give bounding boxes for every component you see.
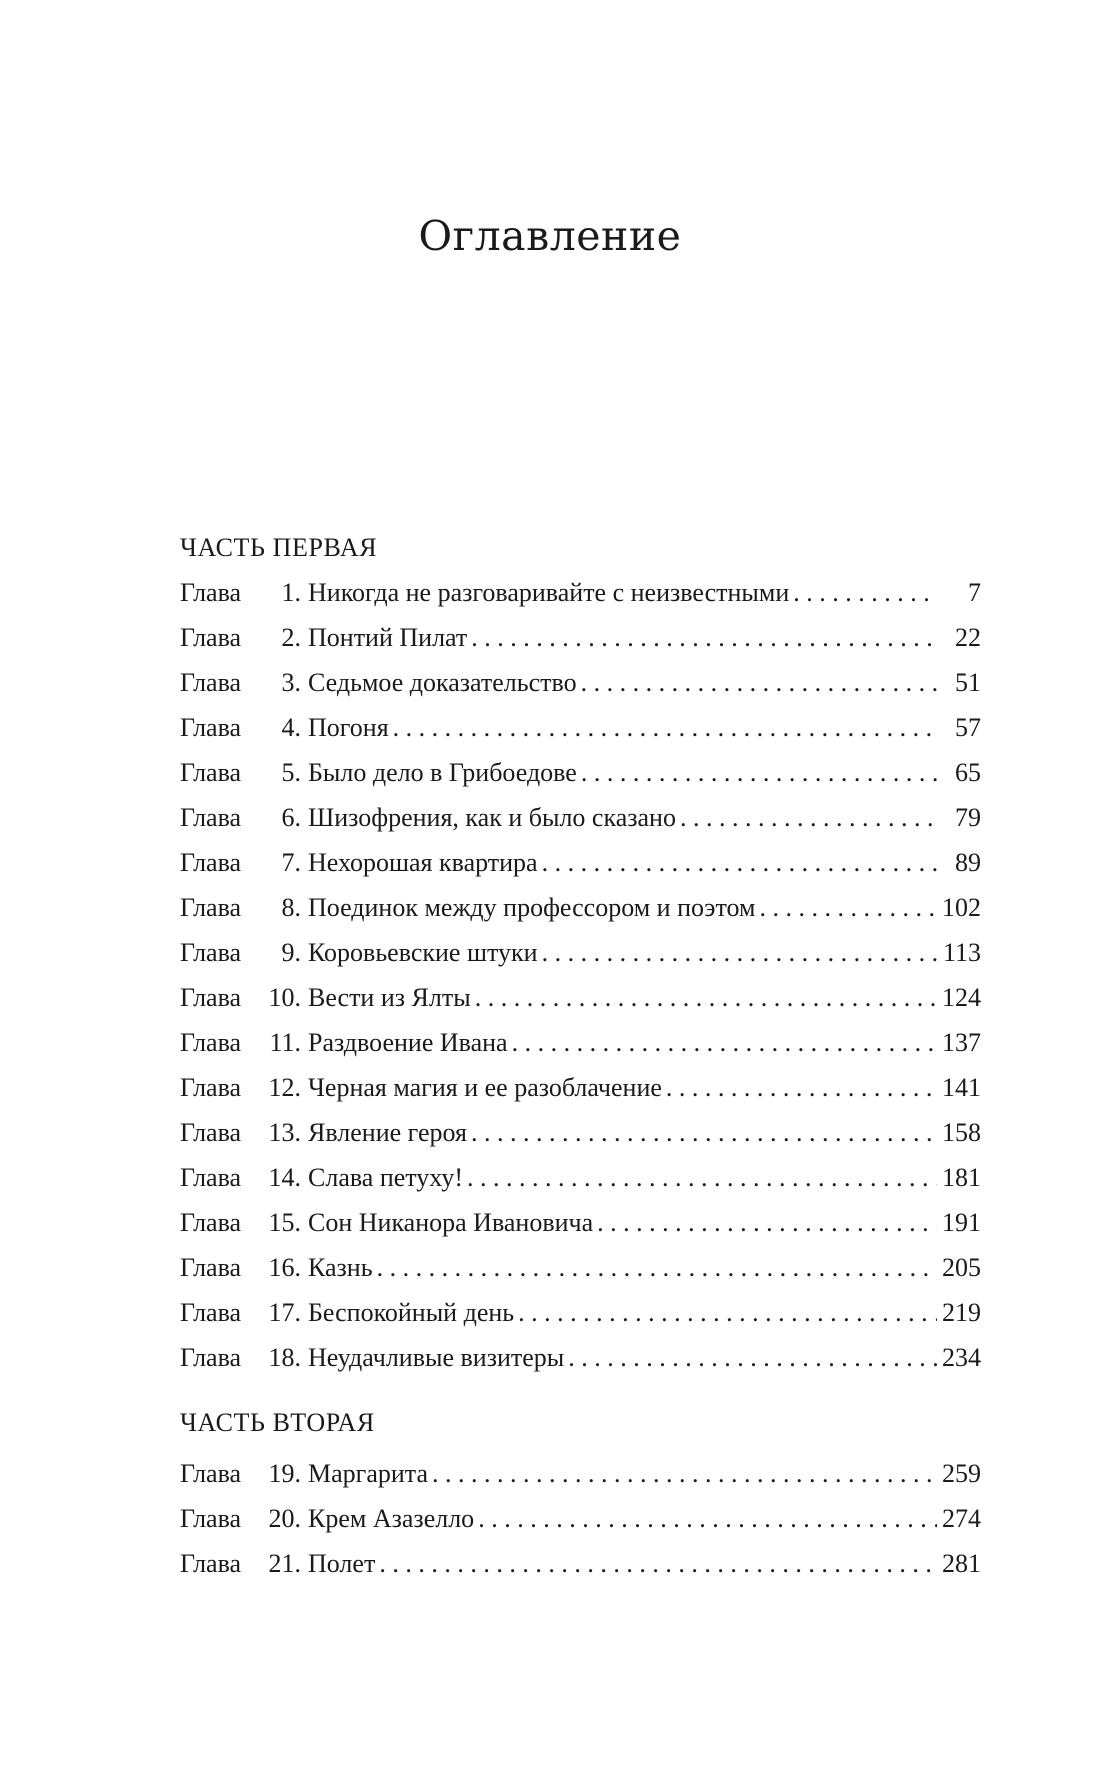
page-number: 57 [955, 713, 981, 742]
chapter-title: Вести из Ялты [308, 983, 471, 1012]
page-number: 79 [955, 803, 981, 832]
chapter-label: Глава [180, 713, 242, 742]
toc-entry[interactable] [180, 1155, 981, 1200]
page-number: 274 [942, 1504, 981, 1533]
dot-leader [542, 930, 937, 975]
toc-entry[interactable] [180, 1335, 981, 1380]
chapter-number: 10. [268, 983, 301, 1012]
chapter-list-part-two [180, 1451, 981, 1586]
chapter-number: 16. [268, 1253, 301, 1282]
chapter-title: Никогда не разговаривайте с неизвестными [308, 578, 790, 607]
chapter-title: Полет [308, 1549, 376, 1578]
toc-entry[interactable] [180, 615, 981, 660]
dot-leader [518, 1290, 937, 1335]
chapter-number: 4. [281, 713, 301, 742]
page-number: 7 [968, 578, 981, 607]
dot-leader [432, 1451, 937, 1496]
chapter-number: 13. [268, 1118, 301, 1147]
chapter-label: Глава [180, 1298, 242, 1327]
chapter-title: Раздвоение Ивана [308, 1028, 508, 1057]
chapter-number: 9. [281, 938, 301, 967]
chapter-number: 5. [281, 758, 301, 787]
chapter-number: 20. [268, 1504, 301, 1533]
chapter-label: Глава [180, 938, 242, 967]
page-number: 205 [942, 1253, 981, 1282]
toc-entry[interactable] [180, 1290, 981, 1335]
chapter-label: Глава [180, 1073, 242, 1102]
toc-entry[interactable] [180, 1200, 981, 1245]
chapter-title: Сон Никанора Ивановича [308, 1208, 594, 1237]
chapter-number: 6. [281, 803, 301, 832]
chapter-number: 18. [268, 1343, 301, 1372]
part-heading-first: ЧАСТЬ ПЕРВАЯ [180, 533, 378, 562]
dot-leader [475, 975, 937, 1020]
chapter-number: 21. [268, 1549, 301, 1578]
toc-entry[interactable] [180, 930, 981, 975]
chapter-title: Беспокойный день [308, 1298, 515, 1327]
chapter-title: Было дело в Грибоедове [308, 758, 577, 787]
page-number: 181 [942, 1163, 981, 1192]
chapter-title: Казнь [308, 1253, 373, 1282]
dot-leader [512, 1020, 937, 1065]
page-number: 141 [942, 1073, 981, 1102]
dot-leader [581, 660, 937, 705]
dot-leader [471, 615, 937, 660]
dot-leader [542, 840, 937, 885]
page-number: 158 [942, 1118, 981, 1147]
dot-leader [471, 1110, 937, 1155]
chapter-number: 15. [268, 1208, 301, 1237]
chapter-title: Понтий Пилат [308, 623, 468, 652]
toc-entry[interactable] [180, 750, 981, 795]
chapter-number: 11. [269, 1028, 301, 1057]
dot-leader [568, 1335, 937, 1380]
part-heading-second: ЧАСТЬ ВТОРАЯ [180, 1408, 375, 1437]
chapter-title: Слава петуху! [308, 1163, 463, 1192]
chapter-title: Крем Азазелло [308, 1504, 475, 1533]
chapter-number: 7. [281, 848, 301, 877]
toc-entry[interactable] [180, 660, 981, 705]
dot-leader [379, 1541, 937, 1586]
chapter-label: Глава [180, 1459, 242, 1488]
page-number: 65 [955, 758, 981, 787]
toc-entry[interactable] [180, 975, 981, 1020]
page-number: 113 [942, 938, 981, 967]
page-number: 124 [942, 983, 981, 1012]
page-number: 191 [942, 1208, 981, 1237]
chapter-title: Коровьевские штуки [308, 938, 538, 967]
page-number: 89 [955, 848, 981, 877]
chapter-number: 14. [268, 1163, 301, 1192]
dot-leader [377, 1245, 937, 1290]
chapter-number: 19. [268, 1459, 301, 1488]
chapter-label: Глава [180, 1028, 242, 1057]
page-number: 259 [942, 1459, 981, 1488]
chapter-label: Глава [180, 983, 242, 1012]
page-number: 102 [942, 893, 981, 922]
chapter-title: Маргарита [308, 1459, 428, 1488]
chapter-label: Глава [180, 758, 242, 787]
chapter-label: Глава [180, 668, 242, 697]
dot-leader [467, 1155, 937, 1200]
chapter-number: 1. [281, 578, 301, 607]
chapter-label: Глава [180, 623, 242, 652]
toc-entry[interactable] [180, 570, 981, 615]
page-number: 281 [942, 1549, 981, 1578]
page-title: Оглавление [418, 212, 682, 260]
dot-leader [759, 885, 937, 930]
chapter-label: Глава [180, 803, 242, 832]
toc-entry[interactable] [180, 1541, 981, 1586]
dot-leader [393, 705, 937, 750]
chapter-label: Глава [180, 1208, 242, 1237]
page-number: 137 [942, 1028, 981, 1057]
chapter-number: 8. [281, 893, 301, 922]
table-of-contents [180, 525, 981, 1586]
dot-leader [581, 750, 937, 795]
chapter-list-part-one [180, 570, 981, 1380]
toc-entry[interactable] [180, 840, 981, 885]
chapter-number: 17. [268, 1298, 301, 1327]
chapter-label: Глава [180, 1343, 242, 1372]
toc-entry[interactable] [180, 1451, 981, 1496]
page-number: 51 [955, 668, 981, 697]
chapter-label: Глава [180, 848, 242, 877]
chapter-number: 2. [281, 623, 301, 652]
dot-leader [666, 1065, 937, 1110]
chapter-number: 12. [268, 1073, 301, 1102]
chapter-label: Глава [180, 893, 242, 922]
chapter-title: Нехорошая квартира [308, 848, 538, 877]
dot-leader [793, 570, 937, 615]
page-number: 219 [942, 1298, 981, 1327]
chapter-label: Глава [180, 1118, 242, 1147]
chapter-title: Явление героя [308, 1118, 467, 1147]
toc-entry[interactable] [180, 1245, 981, 1290]
chapter-number: 3. [281, 668, 301, 697]
chapter-title: Седьмое доказательство [308, 668, 577, 697]
chapter-title: Неудачливые визитеры [308, 1343, 565, 1372]
toc-entry[interactable] [180, 1065, 981, 1110]
chapter-label: Глава [180, 578, 242, 607]
dot-leader [597, 1200, 937, 1245]
page-number: 234 [942, 1343, 981, 1372]
toc-entry[interactable] [180, 1496, 981, 1541]
chapter-label: Глава [180, 1549, 242, 1578]
toc-entry[interactable] [180, 1020, 981, 1065]
chapter-label: Глава [180, 1163, 242, 1192]
chapter-label: Глава [180, 1253, 242, 1282]
chapter-label: Глава [180, 1504, 242, 1533]
toc-entry[interactable] [180, 705, 981, 750]
chapter-title: Погоня [308, 713, 389, 742]
toc-entry[interactable] [180, 1110, 981, 1155]
page-number: 22 [955, 623, 981, 652]
chapter-title: Черная магия и ее разоблачение [308, 1073, 662, 1102]
chapter-title: Поединок между профессором и поэтом [308, 893, 756, 922]
dot-leader [680, 795, 937, 840]
dot-leader [478, 1496, 937, 1541]
chapter-title: Шизофрения, как и было сказано [308, 803, 676, 832]
toc-entry[interactable] [180, 885, 981, 930]
toc-entry[interactable] [180, 795, 981, 840]
